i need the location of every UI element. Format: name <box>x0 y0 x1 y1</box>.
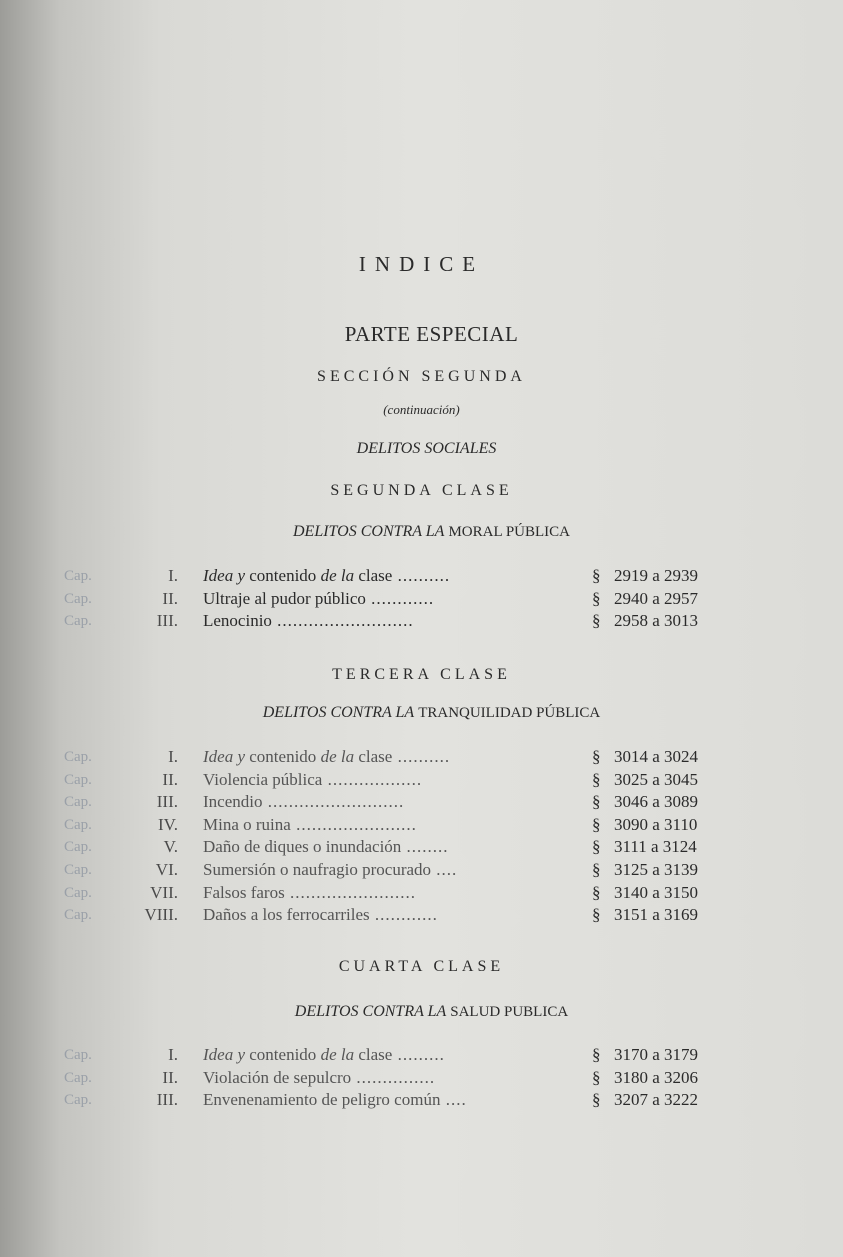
entry-title <box>203 769 571 791</box>
chapter-number: II. <box>162 588 178 608</box>
chapter-label: Cap. <box>64 590 92 607</box>
entry-title <box>203 588 571 610</box>
entry-desc-text: contenido <box>245 566 321 585</box>
section-sign: § <box>592 1067 601 1087</box>
page-title: INDICE <box>358 252 485 276</box>
leader-dots: ............ <box>369 905 438 925</box>
paragraph-range: 3170 a 3179 <box>614 1045 699 1064</box>
paragraph-range: 3125 a 3139 <box>614 860 699 879</box>
section-sign: § <box>592 747 601 766</box>
entry-desc-text: Daños a los ferrocarriles <box>203 905 370 925</box>
section-sign: § <box>592 588 601 608</box>
chapter-number: VI. <box>155 860 178 879</box>
class-heading: TERCERA CLASE <box>332 666 511 683</box>
section-sign: § <box>592 769 601 789</box>
entry-title <box>203 746 571 768</box>
toc-entry <box>0 1067 843 1089</box>
entry-title <box>203 791 571 813</box>
paragraph-range: 3046 a 3089 <box>614 792 699 812</box>
entry-desc-text: clase <box>354 1045 393 1064</box>
leader-dots: .......... <box>392 747 451 766</box>
toc-entry <box>0 904 843 926</box>
chapter-number: VIII. <box>144 905 178 925</box>
entry-desc-text: Lenocinio <box>203 611 272 631</box>
toc-entry <box>0 610 843 632</box>
group-heading <box>10 1003 843 1021</box>
chapter-number: II. <box>162 1067 178 1087</box>
chapter-number: III. <box>156 1090 178 1110</box>
entry-desc-text: Incendio <box>203 792 263 812</box>
entry-title <box>203 859 571 881</box>
chapter-label: Cap. <box>64 613 92 630</box>
entry-desc-text: Violación de sepulcro <box>203 1067 352 1087</box>
section-sign: § <box>592 566 601 585</box>
entry-desc-text: Ultraje al pudor público <box>203 588 366 608</box>
toc-entry <box>0 836 843 858</box>
group-heading <box>10 704 843 722</box>
toc-entry <box>0 746 843 768</box>
group-heading-italic: DELITOS CONTRA LA <box>294 1003 447 1020</box>
leader-dots: .... <box>431 860 458 879</box>
group-heading-upright: TRANQUILIDAD PÚBLICA <box>418 705 601 721</box>
chapter-number: I. <box>168 1045 178 1064</box>
paragraph-range: 2919 a 2939 <box>614 566 699 585</box>
leader-dots: ......... <box>392 1045 445 1064</box>
paragraph-range: 3090 a 3110 <box>614 814 698 834</box>
paragraph-range: 3025 a 3045 <box>614 769 699 789</box>
chapter-label: Cap. <box>64 1092 92 1109</box>
section-heading: SECCIÓN SEGUNDA <box>317 368 526 385</box>
entry-title <box>203 1089 571 1111</box>
paragraph-range: 2940 a 2957 <box>614 588 699 608</box>
leader-dots: .......................... <box>262 792 405 812</box>
entry-title <box>203 814 571 836</box>
toc-entry <box>0 769 843 791</box>
entry-desc-text: contenido <box>245 747 321 766</box>
chapter-number: I. <box>168 747 178 766</box>
paragraph-range: 2958 a 3013 <box>614 611 699 631</box>
section-sign: § <box>592 905 601 925</box>
delitos-heading: DELITOS SOCIALES <box>356 440 497 457</box>
leader-dots: ........................ <box>284 882 416 902</box>
chapter-label: Cap. <box>64 568 92 584</box>
entry-title <box>203 610 571 632</box>
group-heading-upright: MORAL PÚBLICA <box>448 524 570 540</box>
leader-dots: ....................... <box>290 814 417 834</box>
toc-entry <box>0 882 843 904</box>
part-heading: PARTE ESPECIAL <box>344 322 519 346</box>
chapter-number: VII. <box>150 882 178 902</box>
group-heading-italic: DELITOS CONTRA LA <box>293 523 445 540</box>
section-sign: § <box>592 1090 601 1110</box>
entry-desc-italic: de la <box>320 747 355 766</box>
entry-desc-italic: de la <box>320 566 355 585</box>
entry-title <box>203 904 571 926</box>
class-heading: SEGUNDA CLASE <box>330 482 513 499</box>
toc-entry <box>0 791 843 813</box>
entry-desc-italic: Idea y <box>203 566 246 585</box>
continuation-note: (continuación) <box>383 402 460 417</box>
entry-desc-italic: Idea y <box>203 1045 246 1064</box>
section-sign: § <box>592 814 601 834</box>
leader-dots: .......................... <box>271 611 414 631</box>
toc-entry <box>0 814 843 836</box>
toc-entry <box>0 565 843 587</box>
leader-dots: .... <box>440 1090 467 1110</box>
leader-dots: .................. <box>322 769 423 789</box>
section-sign: § <box>592 860 601 879</box>
entry-desc-italic: Idea y <box>203 747 246 766</box>
chapter-number: III. <box>156 611 178 631</box>
entry-desc-text: Violencia pública <box>203 769 323 789</box>
section-sign: § <box>592 837 601 857</box>
chapter-label: Cap. <box>64 816 92 833</box>
entry-title <box>203 882 571 904</box>
paragraph-range: 3207 a 3222 <box>614 1090 699 1110</box>
entry-desc-text: Mina o ruina <box>203 814 291 834</box>
class-heading: CUARTA CLASE <box>338 958 505 975</box>
entry-desc-text: Falsos faros <box>203 882 285 902</box>
entry-desc-italic: de la <box>320 1045 355 1064</box>
chapter-label: Cap. <box>64 771 92 788</box>
chapter-label: Cap. <box>64 749 92 765</box>
chapter-number: III. <box>156 792 178 812</box>
entry-title <box>203 565 571 587</box>
leader-dots: ............ <box>365 588 435 608</box>
chapter-label: Cap. <box>64 1069 92 1086</box>
paragraph-range: 3151 a 3169 <box>614 905 699 925</box>
leader-dots: .......... <box>392 566 451 585</box>
paragraph-range: 3140 a 3150 <box>614 882 699 902</box>
toc-entry <box>0 859 843 881</box>
entry-title <box>203 1044 571 1066</box>
entry-desc-text: clase <box>354 747 393 766</box>
chapter-label: Cap. <box>64 907 92 924</box>
chapter-number: V. <box>163 837 178 857</box>
chapter-label: Cap. <box>64 862 92 878</box>
section-sign: § <box>592 882 601 902</box>
group-heading-italic: DELITOS CONTRA LA <box>262 704 415 721</box>
paragraph-range: 3180 a 3206 <box>614 1067 699 1087</box>
section-sign: § <box>592 792 601 812</box>
entry-title <box>203 836 571 858</box>
chapter-number: IV. <box>158 814 178 834</box>
leader-dots: ........ <box>401 837 449 857</box>
toc-entry <box>0 1089 843 1111</box>
section-sign: § <box>592 1045 601 1064</box>
section-sign: § <box>592 611 601 631</box>
group-heading <box>10 523 843 541</box>
paragraph-range: 3014 a 3024 <box>614 747 699 766</box>
toc-entry <box>0 588 843 610</box>
chapter-number: II. <box>162 769 178 789</box>
entry-desc-text: contenido <box>245 1045 321 1064</box>
chapter-label: Cap. <box>64 794 92 811</box>
leader-dots: ............... <box>351 1067 436 1087</box>
entry-desc-text: Sumersión o naufragio procurado <box>203 860 432 879</box>
chapter-label: Cap. <box>64 839 92 856</box>
entry-desc-text: clase <box>354 566 393 585</box>
toc-entry <box>0 1044 843 1066</box>
paragraph-range: 3111 a 3124 <box>614 837 697 857</box>
chapter-label: Cap. <box>64 884 92 901</box>
chapter-number: I. <box>168 566 178 585</box>
entry-title <box>203 1067 571 1089</box>
entry-desc-text: Envenenamiento de peligro común <box>203 1090 441 1110</box>
chapter-label: Cap. <box>64 1047 92 1063</box>
group-heading-upright: SALUD PUBLICA <box>450 1004 569 1020</box>
entry-desc-text: Daño de diques o inundación <box>203 837 402 857</box>
